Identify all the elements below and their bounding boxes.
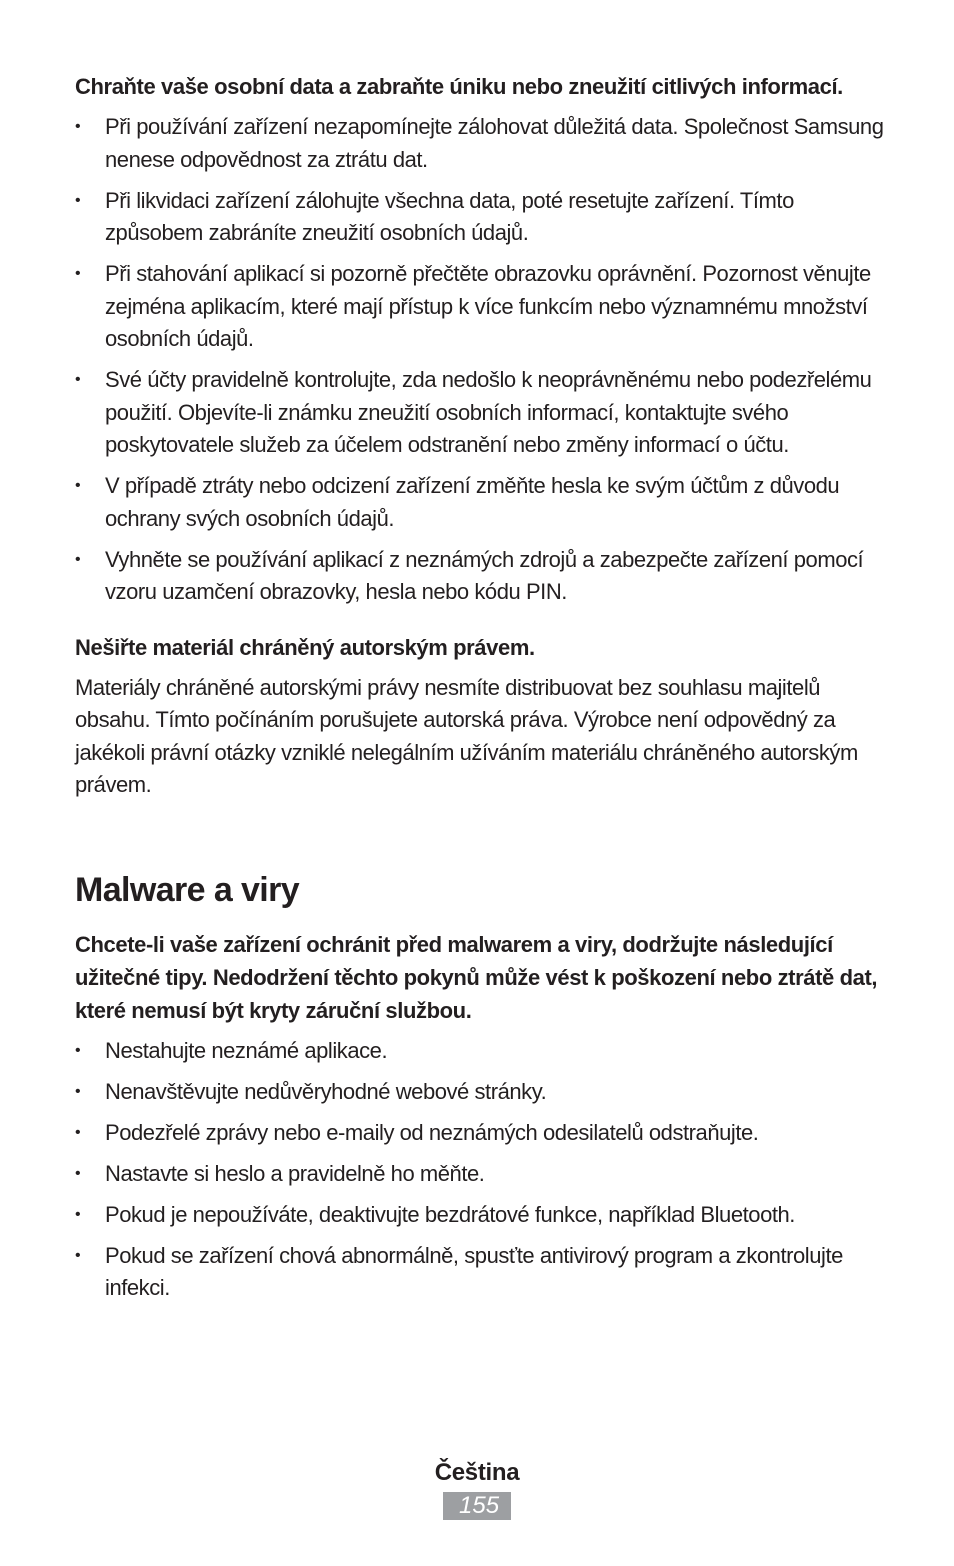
list-item <box>75 185 885 250</box>
list-item <box>75 1035 885 1068</box>
list-item-text: Při likvidaci zařízení zálohujte všechna data, poté resetujte zařízení. Tímto způsobem zabráníte zneužití osobních údajů. <box>105 187 794 245</box>
bullet-icon: • <box>75 477 81 494</box>
bullet-icon: • <box>75 1041 81 1059</box>
list-item <box>75 544 885 609</box>
bullet-icon: • <box>75 1205 81 1223</box>
privacy-bullet-list <box>75 111 885 609</box>
bullet-icon: • <box>75 1164 81 1182</box>
list-item <box>75 1240 885 1305</box>
bullet-icon: • <box>75 118 81 135</box>
list-item-text: Své účty pravidelně kontrolujte, zda nedošlo k neoprávněnému nebo podezřelému použití. Objevíte-li známku zneužití osobních informací, kontaktujte svého poskytovatele služeb za účelem odstranění nebo změny informací o účtu. <box>105 367 872 457</box>
list-item <box>75 470 885 535</box>
list-item-text: Při používání zařízení nezapomínejte zálohovat důležitá data. Společnost Samsung nenese odpovědnost za ztrátu dat. <box>105 114 884 172</box>
page-number-badge: 155 <box>443 1492 511 1520</box>
list-item <box>75 1199 885 1232</box>
list-item-text: V případě ztráty nebo odcizení zařízení změňte hesla ke svým účtům z důvodu ochrany svých osobních údajů. <box>105 473 840 531</box>
list-item-text: Při stahování aplikací si pozorně přečtěte obrazovku oprávnění. Pozornost věnujte zejména aplikacím, které mají přístup k více funkcím nebo významnému množství osobních údajů. <box>105 261 871 351</box>
list-item <box>75 1158 885 1191</box>
bullet-icon: • <box>75 1246 81 1264</box>
privacy-lead: Chraňte vaše osobní data a zabraňte úniku nebo zneužití citlivých informací. <box>75 74 843 99</box>
malware-bullet-list <box>75 1035 885 1305</box>
list-item-text: Vyhněte se používání aplikací z neznámých zdrojů a zabezpečte zařízení pomocí vzoru uzamčení obrazovky, hesla nebo kódu PIN. <box>105 546 864 604</box>
bullet-icon: • <box>75 191 81 209</box>
footer-language: Čeština <box>434 1459 520 1486</box>
bullet-icon: • <box>75 265 81 282</box>
bullet-icon: • <box>75 1123 81 1141</box>
section-title: Malware a viry <box>75 870 300 909</box>
list-item-text: Pokud se zařízení chová abnormálně, spusťte antivirový program a zkontrolujte infekci. <box>105 1242 843 1300</box>
list-item-text: Pokud je nepoužíváte, deaktivujte bezdrátové funkce, například Bluetooth. <box>105 1201 795 1227</box>
list-item <box>75 111 885 176</box>
list-item-text: Podezřelé zprávy nebo e-maily od neznámých odesilatelů odstraňujte. <box>105 1119 759 1145</box>
bullet-icon: • <box>75 371 81 388</box>
list-item <box>75 258 885 356</box>
copyright-heading: Nešiřte materiál chráněný autorským právem. <box>75 634 535 660</box>
manual-page <box>75 70 885 1313</box>
list-item <box>75 1117 885 1150</box>
bullet-icon: • <box>75 1082 81 1100</box>
list-item-text: Nestahujte neznámé aplikace. <box>105 1037 388 1063</box>
copyright-paragraph: Materiály chráněné autorskými právy nesmíte distribuovat bez souhlasu majitelů obsahu. Tímto počínáním porušujete autorská práva. Výrobce není odpovědný za jakékoli právní otázky vzniklé nelegálním užíváním materiálu chráněného autorským právem. <box>75 674 858 797</box>
page-footer <box>0 1458 954 1520</box>
list-item <box>75 364 885 462</box>
list-item <box>75 1076 885 1109</box>
list-item-text: Nastavte si heslo a pravidelně ho měňte. <box>105 1160 485 1186</box>
malware-lead: Chcete-li vaše zařízení ochránit před malwarem a viry, dodržujte následující užitečné tipy. Nedodržení těchto pokynů může vést k poškození nebo ztrátě dat, které nemusí být kryty záruční službou. <box>75 931 878 1023</box>
bullet-icon: • <box>75 550 81 568</box>
list-item-text: Nenavštěvujte nedůvěryhodné webové stránky. <box>105 1078 547 1104</box>
